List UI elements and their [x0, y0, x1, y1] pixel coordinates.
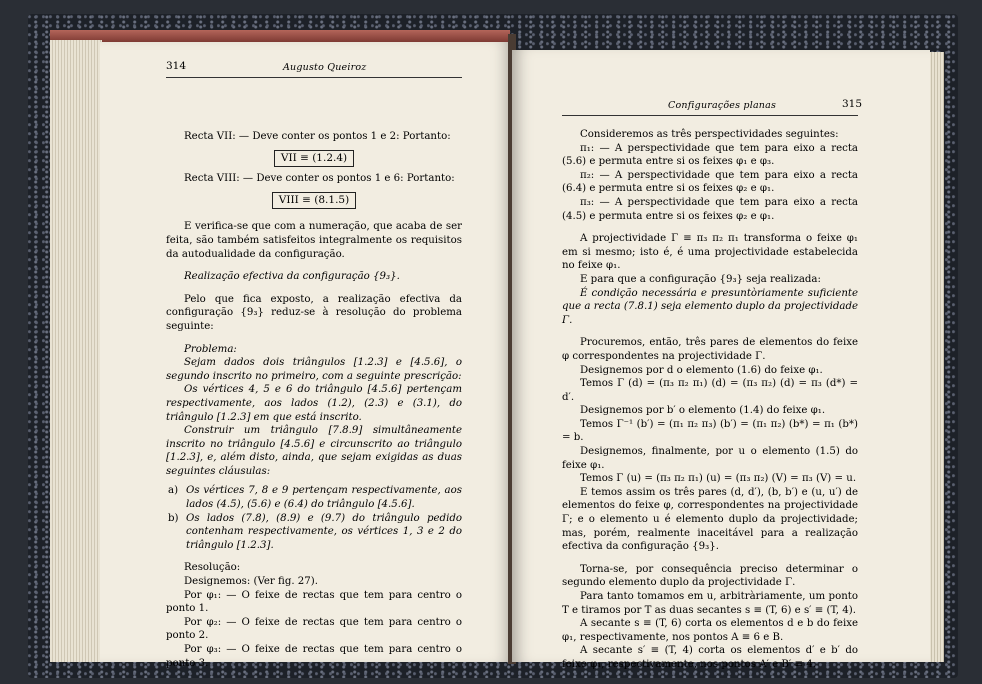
paragraph: Recta VIII: — Deve conter os pontos 1 e 6: Portanto: [184, 173, 455, 185]
page-stack-left [50, 40, 102, 662]
paragraph: Temos Γ⁻¹ (b′) = (π₁ π₂ π₃) (b′) = (π₁ π₂) (b*) = π₁ (b*) = b. [562, 418, 858, 444]
problem-label: Problema: [184, 343, 237, 355]
paragraph: Designemos: (Ver fig. 27). [184, 576, 318, 588]
left-page-body [166, 130, 462, 670]
right-running-header: Configurações planas [668, 100, 777, 111]
paragraph: Por φ₂: — O feixe de rectas que tem para centro o ponto 2. [166, 616, 462, 642]
paragraph: Procuremos, então, três pares de elementos do feixe φ correspondentes na projectividade Γ. [562, 337, 858, 362]
paragraph: π₃: — A perspectividade que tem para eixo a recta (4.5) e permuta entre si os feixes φ₂ e φ₁. [562, 196, 858, 222]
paragraph: Sejam dados dois triângulos [1.2.3] e [4.5.6], o segundo inscrito no primeiro, com a seguinte prescrição: [166, 357, 462, 382]
paragraph: Torna-se, por consequência preciso determinar o segundo elemento duplo da projectividade Γ. [562, 563, 858, 589]
page-edge-top [50, 30, 510, 42]
left-header-rule [166, 77, 462, 78]
paragraph: π₁: — A perspectividade que tem para eixo a recta (5.6) e permuta entre si os feixes φ₁ e φ₃. [562, 142, 858, 168]
paragraph: É condição necessária e presuntòriamente suficiente que a recta (7.8.1) seja elemento duplo da projectividade Γ. [562, 287, 858, 326]
paragraph: Recta VII: — Deve conter os pontos 1 e 2: Portanto: [184, 131, 451, 142]
paragraph: Designemos por b′ o elemento (1.4) do feixe φ₁. [580, 405, 826, 417]
right-page-number: 315 [842, 98, 863, 110]
paragraph: Temos Γ (d) = (π₃ π₂ π₁) (d) = (π₃ π₂) (d) = π₃ (d*) = d′. [562, 378, 858, 403]
paragraph: Temos Γ (u) = (π₃ π₂ π₁) (u) = (π₃ π₂) (V) = π₃ (V) = u. [580, 473, 857, 485]
paragraph: Designemos, finalmente, por u o elemento (1.5) do feixe φ₁. [562, 446, 858, 471]
boxed-formula: VIII ≡ (8.1.5) [272, 192, 356, 210]
paragraph: Construir um triângulo [7.8.9] simultâneamente inscrito no triângulo [4.5.6] e circunscrito ao triângulo [1.2.3], e, além disto, ainda, que sejam exigidas as duas seguintes cláusulas: [166, 425, 462, 477]
clause-label: b) [168, 512, 179, 524]
clause-b [166, 512, 462, 553]
paragraph: Para tanto tomamos em u, arbitràriamente, um ponto T e tiramos por T as duas secantes s ≡ (T, 6) e s′ ≡ (T, 4). [562, 591, 858, 616]
paragraph: A secante s′ ≡ (T, 4) corta os elementos d′ e b′ do feixe φ₁, respectivamente, nos pontos A′ e B′ ≡ 4. [562, 645, 858, 670]
clause-a [166, 484, 462, 511]
right-page-body [562, 128, 858, 672]
right-header-rule [562, 115, 858, 116]
clause-text: Os lados (7.8), (8.9) e (9.7) do triângulo pedido contenham respectivamente, os vértices 1, 3 e 2 do triângulo [1.2.3]. [186, 512, 462, 551]
clause-label: a) [168, 485, 179, 497]
resolution-label: Resolução: [184, 562, 241, 574]
paragraph: E verifica-se que com a numeração, que acaba de ser feita, são também satisfeitos integralmente os requisitos da autodualidade da configuração. [166, 221, 462, 260]
left-running-header: Augusto Queiroz [283, 62, 367, 73]
paragraph: Os vértices 4, 5 e 6 do triângulo [4.5.6] pertençam respectivamente, aos lados (1.2), (2.3) e (3.1), do triângulo [1.2.3] em que está inscrito. [166, 384, 462, 423]
paragraph: Pelo que fica exposto, a realização efectiva da configuração {9₃} reduz-se à resolução do problema seguinte: [166, 293, 462, 332]
paragraph: Designemos por d o elemento (1.6) do feixe φ₁. [580, 364, 823, 376]
left-page-number: 314 [166, 60, 187, 72]
boxed-formula: VII ≡ (1.2.4) [274, 150, 354, 168]
paragraph: E temos assim os três pares (d, d′), (b, b′) e (u, u′) de elementos do feixe φ, correspondentes na projectividade Γ; e o elemento u é elemento duplo da projectividade; mas, porém, realmente inaceitável para a realização efectiva da configuração {9₃}. [562, 486, 858, 553]
paragraph: Consideremos as três perspectividades seguintes: [580, 129, 839, 140]
paragraph: Por φ₃: — O feixe de rectas que tem para centro o ponto 3. [166, 644, 462, 669]
paragraph: A projectividade Γ ≡ π₃ π₂ π₁ transforma o feixe φ₁ em si mesmo; isto é, é uma projectividade estabelecida no feixe φ₁. [562, 233, 858, 272]
paragraph: A secante s ≡ (T, 6) corta os elementos d e b do feixe φ₁, respectivamente, nos pontos A ≡ 6 e B. [562, 618, 858, 643]
paragraph: Por φ₁: — O feixe de rectas que tem para centro o ponto 1. [166, 589, 462, 615]
paragraph: π₂: — A perspectividade que tem para eixo a recta (6.4) e permuta entre si os feixes φ₂ e φ₁. [562, 169, 858, 195]
clause-text: Os vértices 7, 8 e 9 pertençam respectivamente, aos lados (4.5), (5.6) e (6.4) do triângulo [4.5.6]. [186, 485, 462, 511]
paragraph: E para que a configuração {9₃} seja realizada: [580, 273, 821, 285]
section-heading: Realização efectiva da configuração {9₃}. [184, 271, 400, 283]
